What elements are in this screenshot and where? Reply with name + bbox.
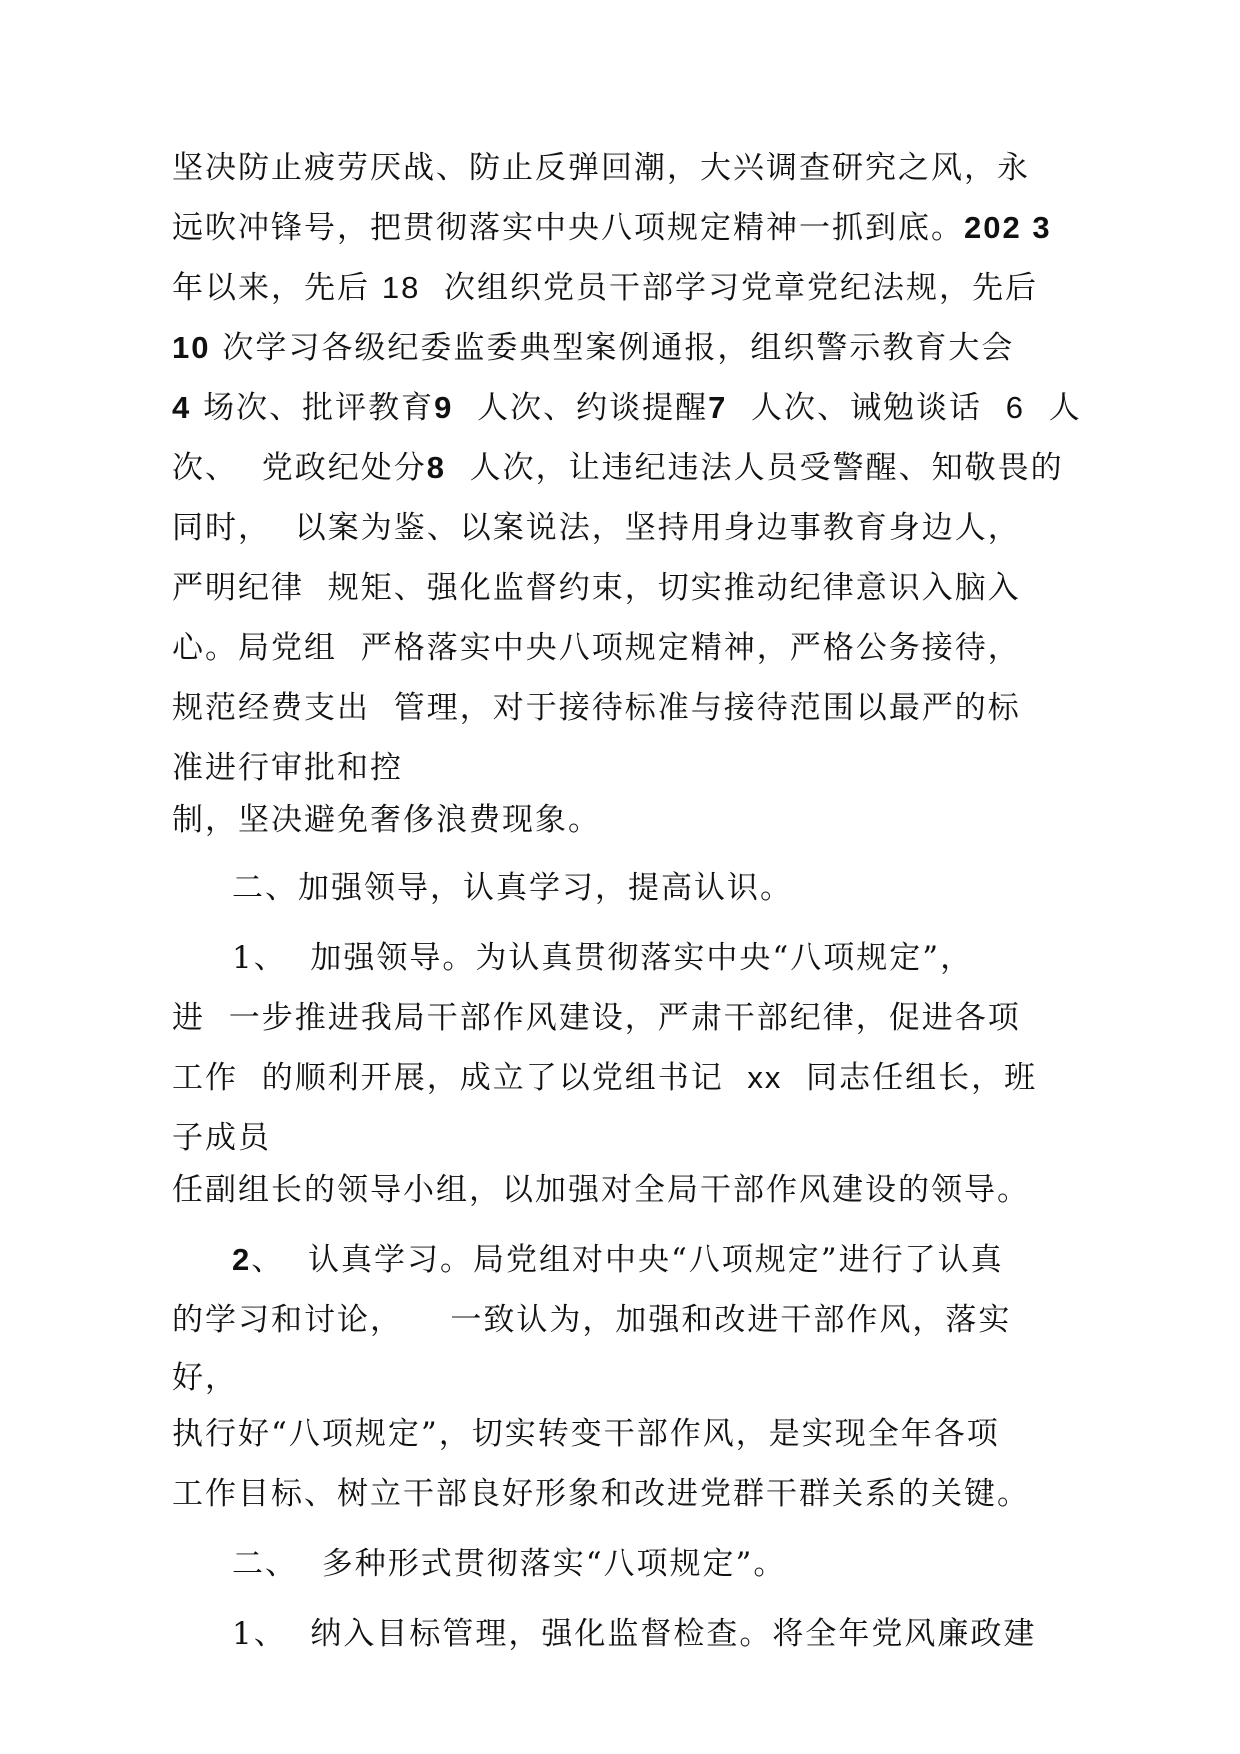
- count-number: 10: [172, 330, 211, 365]
- text-segment: 人次、约谈提醒: [453, 390, 709, 426]
- text-segment: 次学习各级纪委监委典型案例通报，组织警示教育大会: [210, 330, 1015, 366]
- text-line: [0, 378, 1240, 438]
- text-line: [0, 1290, 1240, 1350]
- text-segment: 坚决防止疲劳厌战、防止反弹回潮，大兴调查研究之风，永: [172, 150, 1030, 186]
- text-line: [0, 258, 1240, 318]
- text-line: [0, 928, 1240, 988]
- text-line: [0, 988, 1240, 1048]
- text-line: [0, 1108, 1240, 1168]
- item-number: 2: [232, 1242, 252, 1277]
- text-segment: 的学习和讨论， 一致认为，加强和改进干部作风，落实: [172, 1302, 1012, 1338]
- text-line: [0, 438, 1240, 498]
- heading-text: 二、 多种形式贯彻落实“八项规定”。: [232, 1546, 787, 1582]
- text-segment: 任副组长的领导小组，以加强对全局干部作风建设的领导。: [172, 1172, 1030, 1208]
- section-heading: [0, 1534, 1240, 1594]
- text-line: [0, 1404, 1240, 1464]
- text-segment: 严明纪律 规矩、强化监督约束，切实推动纪律意识入脑入: [172, 570, 1021, 606]
- section-heading: [0, 858, 1240, 918]
- text-segment: 好，: [172, 1360, 238, 1396]
- text-line: [0, 138, 1240, 198]
- text-segment: 场次、批评教育: [191, 390, 435, 426]
- year-number-tail: 3: [1021, 210, 1052, 245]
- text-segment: 心。局党组 严格落实中央八项规定精神，严格公务接待，: [172, 630, 1021, 666]
- count-number: 18: [381, 270, 421, 305]
- text-line: [0, 678, 1240, 738]
- text-line: [0, 1160, 1240, 1220]
- text-segment: 同志任组长，班: [782, 1060, 1038, 1096]
- text-line: [0, 1230, 1240, 1290]
- text-line: [0, 738, 1240, 798]
- text-segment: 进 一步推进我局干部作风建设，严肃干部纪律，促进各项: [172, 1000, 1021, 1036]
- text-line: [0, 790, 1240, 850]
- text-segment: 人次，让违纪违法人员受警醒、知敬畏的: [445, 450, 1064, 486]
- text-line: [0, 1348, 1240, 1408]
- text-segment: 工作目标、树立干部良好形象和改进党群干群关系的关键。: [172, 1476, 1030, 1512]
- text-segment: 人: [1025, 390, 1082, 426]
- count-number: 6: [1005, 390, 1025, 425]
- text-segment: 规范经费支出 管理，对于接待标准与接待范围以最严的标: [172, 690, 1021, 726]
- text-line: [0, 498, 1240, 558]
- count-number: 4: [172, 390, 192, 425]
- text-segment: 远吹冲锋号，把贯彻落实中央八项规定精神一抓到底。: [172, 210, 964, 246]
- text-segment: 次组织党员干部学习党章党纪法规，先后: [420, 270, 1039, 306]
- text-line: [0, 318, 1240, 378]
- text-segment: 次、 党政纪处分: [172, 450, 427, 486]
- count-number: 7: [708, 390, 728, 425]
- text-line: [0, 618, 1240, 678]
- text-segment: 同时， 以案为鉴、以案说法，坚持用身边事教育身边人，: [172, 510, 1021, 546]
- count-number: 9: [434, 390, 454, 425]
- text-segment: 准进行审批和控: [172, 750, 403, 786]
- text-segment: 、 认真学习。局党组对中央“八项规定”进行了认真: [251, 1242, 1004, 1278]
- text-line: [0, 1464, 1240, 1524]
- text-segment: 执行好“八项规定”，切实转变干部作风，是实现全年各项: [172, 1416, 1000, 1452]
- text-segment: 1、 加强领导。为认真贯彻落实中央“八项规定”，: [232, 940, 974, 976]
- text-segment: 制，坚决避免奢侈浪费现象。: [172, 802, 601, 838]
- text-line: [0, 198, 1240, 258]
- text-line: [0, 1604, 1240, 1664]
- name-placeholder: xx: [747, 1060, 783, 1095]
- text-segment: 子成员: [172, 1120, 271, 1156]
- text-segment: 1、 纳入目标管理，强化监督检查。将全年党风廉政建: [232, 1616, 1037, 1652]
- text-segment: 人次、诫勉谈话: [727, 390, 1006, 426]
- text-line: [0, 558, 1240, 618]
- text-segment: 年以来，先后: [172, 270, 382, 306]
- text-line: [0, 1048, 1240, 1108]
- year-number: 202: [964, 210, 1022, 245]
- count-number: 8: [426, 450, 446, 485]
- text-segment: 工作 的顺利开展，成立了以党组书记: [172, 1060, 748, 1096]
- heading-text: 二、加强领导，认真学习，提高认识。: [232, 870, 793, 906]
